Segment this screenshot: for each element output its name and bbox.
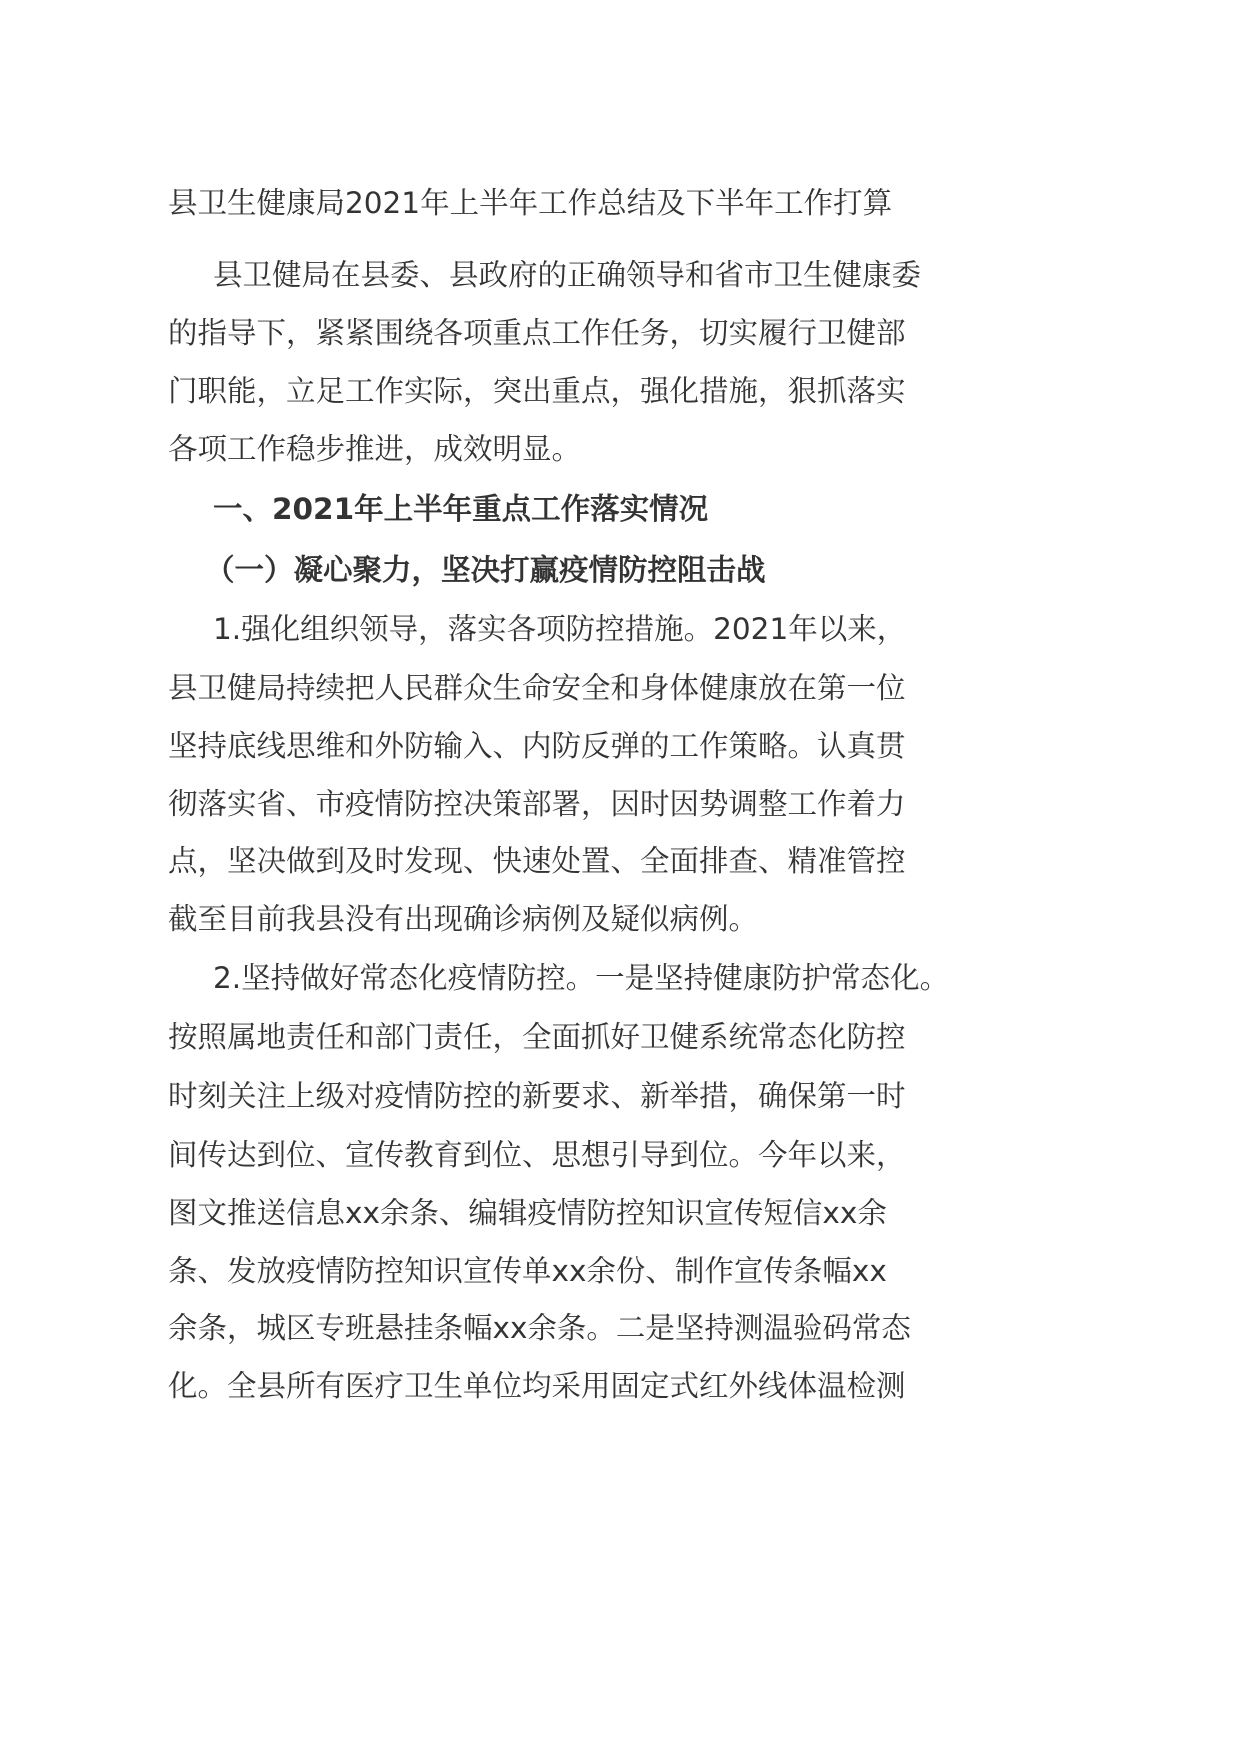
text-line: 时刻关注上级对疫情防控的新要求、新举措，确保第一时 [168, 1079, 906, 1113]
text-line: 图文推送信息xx余条、编辑疫情防控知识宣传短信xx余 [168, 1196, 887, 1230]
text-line: 化。全县所有医疗卫生单位均采用固定式红外线体温检测 [168, 1369, 906, 1403]
text-line: 坚持底线思维和外防输入、内防反弹的工作策略。认真贯 [168, 729, 906, 763]
text-line: 按照属地责任和部门责任，全面抓好卫健系统常态化防控 [168, 1020, 906, 1054]
text-line: 2.坚持做好常态化疫情防控。一是坚持健康防护常态化。 [213, 961, 950, 995]
text-line: 各项工作稳步推进，成效明显。 [168, 432, 582, 466]
text-line: 县卫健局在县委、县政府的正确领导和省市卫生健康委 [213, 258, 922, 292]
text-line: 间传达到位、宣传教育到位、思想引导到位。今年以来， [168, 1138, 906, 1172]
text-line: 余条，城区专班悬挂条幅xx余条。二是坚持测温验码常态 [168, 1311, 911, 1345]
text-line: 门职能，立足工作实际，突出重点，强化措施，狠抓落实 [168, 374, 906, 408]
subsection-heading: （一）凝心聚力，坚决打赢疫情防控阻击战 [205, 553, 766, 587]
section-heading: 一、2021年上半年重点工作落实情况 [213, 492, 709, 526]
text-line: 1.强化组织领导，落实各项防控措施。2021年以来， [213, 612, 907, 646]
text-line: 点，坚决做到及时发现、快速处置、全面排查、精准管控 [168, 844, 906, 878]
text-line: 的指导下，紧紧围绕各项重点工作任务，切实履行卫健部 [168, 316, 906, 350]
document-title: 县卫生健康局2021年上半年工作总结及下半年工作打算 [168, 186, 893, 220]
text-line: 截至目前我县没有出现确诊病例及疑似病例。 [168, 902, 759, 936]
text-line: 彻落实省、市疫情防控决策部署，因时因势调整工作着力 [168, 787, 906, 821]
text-line: 条、发放疫情防控知识宣传单xx余份、制作宣传条幅xx [168, 1254, 887, 1288]
text-line: 县卫健局持续把人民群众生命安全和身体健康放在第一位 [168, 671, 906, 705]
